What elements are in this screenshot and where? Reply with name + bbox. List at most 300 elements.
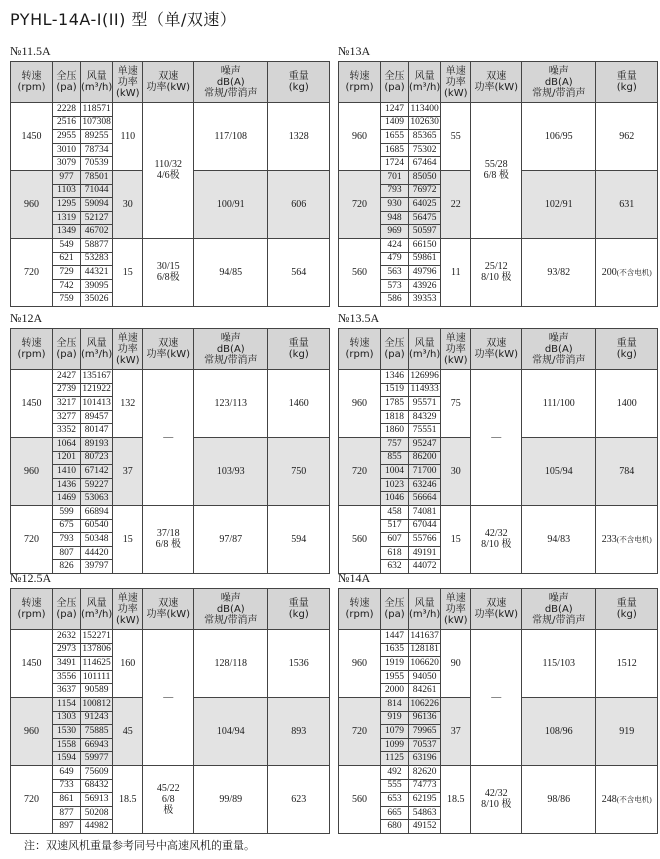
header-airflow: 风量 (m³/h) bbox=[409, 62, 441, 103]
pressure-cell: 1685 bbox=[381, 143, 409, 157]
pressure-cell: 826 bbox=[53, 560, 81, 574]
airflow-cell: 91243 bbox=[81, 711, 113, 725]
speed-cell: 720 bbox=[11, 505, 53, 573]
speed-cell: 560 bbox=[339, 238, 381, 306]
noise-cell: 94/83 bbox=[522, 505, 596, 573]
speed-cell: 720 bbox=[339, 170, 381, 238]
fan-spec-table bbox=[338, 61, 658, 307]
pressure-cell: 2427 bbox=[53, 370, 81, 384]
airflow-cell: 74773 bbox=[409, 779, 441, 793]
weight-cell bbox=[268, 697, 330, 765]
pressure-cell: 599 bbox=[53, 505, 81, 519]
header-row bbox=[339, 62, 658, 103]
airflow-cell: 63246 bbox=[409, 478, 441, 492]
airflow-cell: 78501 bbox=[81, 170, 113, 184]
pressure-cell: 1103 bbox=[53, 184, 81, 198]
pressure-cell: 1154 bbox=[53, 697, 81, 711]
header-pressure: 全压 (pa) bbox=[381, 62, 409, 103]
pressure-cell: 665 bbox=[381, 806, 409, 820]
noise-cell: 93/82 bbox=[522, 238, 596, 306]
pressure-cell: 1594 bbox=[53, 752, 81, 766]
pressure-cell: 2739 bbox=[53, 383, 81, 397]
header-dual_power: 双速 功率(kW) bbox=[471, 589, 522, 630]
table-row bbox=[11, 765, 330, 779]
weight-note: (不含电机) bbox=[616, 534, 652, 544]
pressure-cell: 1349 bbox=[53, 225, 81, 239]
header-weight: 重量 (kg) bbox=[268, 329, 330, 370]
pressure-cell: 729 bbox=[53, 266, 81, 280]
table-row bbox=[11, 505, 330, 519]
header-single_power: 单速 功率 (kW) bbox=[441, 589, 471, 630]
header-weight: 重量 (kg) bbox=[596, 329, 658, 370]
airflow-cell: 135167 bbox=[81, 370, 113, 384]
airflow-cell: 56664 bbox=[409, 492, 441, 506]
weight-value: 200 bbox=[601, 266, 617, 278]
airflow-cell: 141637 bbox=[409, 630, 441, 644]
pressure-cell: 1919 bbox=[381, 657, 409, 671]
noise-cell: 106/95 bbox=[522, 103, 596, 171]
single-power-cell: 160 bbox=[113, 630, 143, 698]
single-power-cell: 37 bbox=[113, 437, 143, 505]
airflow-cell: 137806 bbox=[81, 643, 113, 657]
header-pressure: 全压 (pa) bbox=[381, 329, 409, 370]
weight-value: 893 bbox=[291, 725, 307, 737]
table-row bbox=[339, 505, 658, 519]
table-row bbox=[11, 370, 330, 384]
airflow-cell: 85050 bbox=[409, 170, 441, 184]
pressure-cell: 877 bbox=[53, 806, 81, 820]
airflow-cell: 39353 bbox=[409, 293, 441, 307]
pressure-cell: 1469 bbox=[53, 492, 81, 506]
weight-cell bbox=[596, 505, 658, 573]
pressure-cell: 1409 bbox=[381, 116, 409, 130]
single-power-cell: 45 bbox=[113, 697, 143, 765]
weight-value: 1460 bbox=[288, 397, 309, 409]
airflow-cell: 44420 bbox=[81, 546, 113, 560]
airflow-cell: 79965 bbox=[409, 725, 441, 739]
pressure-cell: 492 bbox=[381, 765, 409, 779]
pressure-cell: 1519 bbox=[381, 383, 409, 397]
pressure-cell: 517 bbox=[381, 519, 409, 533]
airflow-cell: 101111 bbox=[81, 670, 113, 684]
pressure-cell: 1410 bbox=[53, 465, 81, 479]
airflow-cell: 44321 bbox=[81, 266, 113, 280]
dual-power-cell: — bbox=[143, 370, 194, 506]
airflow-cell: 152271 bbox=[81, 630, 113, 644]
airflow-cell: 58877 bbox=[81, 238, 113, 252]
single-power-cell: 18.5 bbox=[441, 765, 471, 833]
airflow-cell: 76972 bbox=[409, 184, 441, 198]
table-row bbox=[339, 370, 658, 384]
pressure-cell: 3637 bbox=[53, 684, 81, 698]
airflow-cell: 70539 bbox=[81, 157, 113, 171]
airflow-cell: 80147 bbox=[81, 424, 113, 438]
weight-value: 631 bbox=[619, 198, 635, 210]
speed-cell: 1450 bbox=[11, 370, 53, 438]
weight-value: 1536 bbox=[288, 657, 309, 669]
dual-power-cell: 30/15 6/8极 bbox=[143, 238, 194, 306]
pressure-cell: 563 bbox=[381, 266, 409, 280]
airflow-cell: 59094 bbox=[81, 198, 113, 212]
table-label: №11.5A bbox=[10, 44, 51, 58]
pressure-cell: 1436 bbox=[53, 478, 81, 492]
header-speed: 转速 (rpm) bbox=[11, 62, 53, 103]
header-pressure: 全压 (pa) bbox=[53, 329, 81, 370]
airflow-cell: 60540 bbox=[81, 519, 113, 533]
speed-cell: 960 bbox=[11, 697, 53, 765]
speed-cell: 720 bbox=[11, 238, 53, 306]
table-row bbox=[11, 630, 330, 644]
airflow-cell: 50208 bbox=[81, 806, 113, 820]
header-airflow: 风量 (m³/h) bbox=[81, 589, 113, 630]
table-row bbox=[339, 630, 658, 644]
airflow-cell: 55766 bbox=[409, 533, 441, 547]
pressure-cell: 632 bbox=[381, 560, 409, 574]
weight-cell bbox=[268, 765, 330, 833]
noise-cell: 97/87 bbox=[194, 505, 268, 573]
dual-power-cell: 45/22 6/8 极 bbox=[143, 765, 194, 833]
pressure-cell: 701 bbox=[381, 170, 409, 184]
pressure-cell: 618 bbox=[381, 546, 409, 560]
airflow-cell: 84329 bbox=[409, 410, 441, 424]
fan-spec-table bbox=[10, 61, 330, 307]
dual-power-cell: 37/18 6/8 极 bbox=[143, 505, 194, 573]
weight-cell bbox=[268, 170, 330, 238]
pressure-cell: 3556 bbox=[53, 670, 81, 684]
dual-power-cell: — bbox=[471, 630, 522, 766]
header-weight: 重量 (kg) bbox=[268, 589, 330, 630]
single-power-cell: 22 bbox=[441, 170, 471, 238]
pressure-cell: 1023 bbox=[381, 478, 409, 492]
airflow-cell: 89457 bbox=[81, 410, 113, 424]
header-single_power: 单速 功率 (kW) bbox=[113, 329, 143, 370]
header-single_power: 单速 功率 (kW) bbox=[441, 62, 471, 103]
header-weight: 重量 (kg) bbox=[596, 589, 658, 630]
airflow-cell: 90589 bbox=[81, 684, 113, 698]
pressure-cell: 814 bbox=[381, 697, 409, 711]
pressure-cell: 977 bbox=[53, 170, 81, 184]
pressure-cell: 3010 bbox=[53, 143, 81, 157]
table-row bbox=[339, 103, 658, 117]
noise-cell: 115/103 bbox=[522, 630, 596, 698]
weight-value: 962 bbox=[619, 130, 635, 142]
weight-value: 564 bbox=[291, 266, 307, 278]
airflow-cell: 68432 bbox=[81, 779, 113, 793]
weight-value: 606 bbox=[291, 198, 307, 210]
dual-power-cell: 55/28 6/8 极 bbox=[471, 103, 522, 239]
pressure-cell: 948 bbox=[381, 211, 409, 225]
noise-cell: 128/118 bbox=[194, 630, 268, 698]
airflow-cell: 35026 bbox=[81, 293, 113, 307]
speed-cell: 1450 bbox=[11, 630, 53, 698]
pressure-cell: 793 bbox=[381, 184, 409, 198]
weight-value: 594 bbox=[291, 533, 307, 545]
airflow-cell: 52127 bbox=[81, 211, 113, 225]
table-label: №13A bbox=[338, 44, 371, 58]
noise-cell: 103/93 bbox=[194, 437, 268, 505]
pressure-cell: 1295 bbox=[53, 198, 81, 212]
weight-cell bbox=[596, 437, 658, 505]
weight-cell bbox=[596, 103, 658, 171]
dual-power-cell: 42/32 8/10 极 bbox=[471, 505, 522, 573]
airflow-cell: 114625 bbox=[81, 657, 113, 671]
airflow-cell: 71700 bbox=[409, 465, 441, 479]
pressure-cell: 1064 bbox=[53, 437, 81, 451]
airflow-cell: 89193 bbox=[81, 437, 113, 451]
single-power-cell: 90 bbox=[441, 630, 471, 698]
header-noise: 噪声 dB(A) 常规/带消声 bbox=[194, 62, 268, 103]
airflow-cell: 66150 bbox=[409, 238, 441, 252]
noise-cell: 94/85 bbox=[194, 238, 268, 306]
pressure-cell: 3277 bbox=[53, 410, 81, 424]
header-single_power: 单速 功率 (kW) bbox=[441, 329, 471, 370]
airflow-cell: 67044 bbox=[409, 519, 441, 533]
airflow-cell: 89255 bbox=[81, 130, 113, 144]
airflow-cell: 121922 bbox=[81, 383, 113, 397]
pressure-cell: 1955 bbox=[381, 670, 409, 684]
fan-spec-table bbox=[338, 588, 658, 834]
pressure-cell: 1860 bbox=[381, 424, 409, 438]
airflow-cell: 71044 bbox=[81, 184, 113, 198]
pressure-cell: 1303 bbox=[53, 711, 81, 725]
header-weight: 重量 (kg) bbox=[596, 62, 658, 103]
pressure-cell: 607 bbox=[381, 533, 409, 547]
airflow-cell: 53283 bbox=[81, 252, 113, 266]
airflow-cell: 39095 bbox=[81, 279, 113, 293]
pressure-cell: 1046 bbox=[381, 492, 409, 506]
airflow-cell: 74081 bbox=[409, 505, 441, 519]
footnote: 注：双速风机重量参考同号中高速风机的重量。 bbox=[24, 839, 255, 852]
airflow-cell: 82620 bbox=[409, 765, 441, 779]
pressure-cell: 555 bbox=[381, 779, 409, 793]
noise-cell: 108/96 bbox=[522, 697, 596, 765]
header-airflow: 风量 (m³/h) bbox=[81, 62, 113, 103]
airflow-cell: 118571 bbox=[81, 103, 113, 117]
speed-cell: 560 bbox=[339, 505, 381, 573]
header-dual_power: 双速 功率(kW) bbox=[471, 62, 522, 103]
weight-value: 919 bbox=[619, 725, 635, 737]
pressure-cell: 861 bbox=[53, 793, 81, 807]
pressure-cell: 458 bbox=[381, 505, 409, 519]
airflow-cell: 66894 bbox=[81, 505, 113, 519]
airflow-cell: 59227 bbox=[81, 478, 113, 492]
airflow-cell: 66943 bbox=[81, 738, 113, 752]
airflow-cell: 106620 bbox=[409, 657, 441, 671]
header-pressure: 全压 (pa) bbox=[53, 62, 81, 103]
pressure-cell: 549 bbox=[53, 238, 81, 252]
noise-cell: 104/94 bbox=[194, 697, 268, 765]
pressure-cell: 793 bbox=[53, 533, 81, 547]
pressure-cell: 586 bbox=[381, 293, 409, 307]
airflow-cell: 46702 bbox=[81, 225, 113, 239]
pressure-cell: 897 bbox=[53, 820, 81, 834]
pressure-cell: 1079 bbox=[381, 725, 409, 739]
single-power-cell: 132 bbox=[113, 370, 143, 438]
fan-spec-table bbox=[10, 328, 330, 574]
header-speed: 转速 (rpm) bbox=[339, 62, 381, 103]
single-power-cell: 15 bbox=[113, 238, 143, 306]
weight-cell bbox=[596, 370, 658, 438]
airflow-cell: 75302 bbox=[409, 143, 441, 157]
airflow-cell: 67464 bbox=[409, 157, 441, 171]
header-single_power: 单速 功率 (kW) bbox=[113, 589, 143, 630]
single-power-cell: 30 bbox=[113, 170, 143, 238]
pressure-cell: 649 bbox=[53, 765, 81, 779]
weight-cell bbox=[596, 765, 658, 833]
airflow-cell: 94050 bbox=[409, 670, 441, 684]
airflow-cell: 101413 bbox=[81, 397, 113, 411]
pressure-cell: 2632 bbox=[53, 630, 81, 644]
airflow-cell: 63196 bbox=[409, 752, 441, 766]
header-airflow: 风量 (m³/h) bbox=[409, 329, 441, 370]
header-noise: 噪声 dB(A) 常规/带消声 bbox=[522, 329, 596, 370]
pressure-cell: 1724 bbox=[381, 157, 409, 171]
header-row bbox=[11, 589, 330, 630]
dual-power-cell: 110/32 4/6极 bbox=[143, 103, 194, 239]
pressure-cell: 1099 bbox=[381, 738, 409, 752]
pressure-cell: 3217 bbox=[53, 397, 81, 411]
pressure-cell: 1004 bbox=[381, 465, 409, 479]
pressure-cell: 930 bbox=[381, 198, 409, 212]
header-row bbox=[339, 589, 658, 630]
pressure-cell: 1558 bbox=[53, 738, 81, 752]
pressure-cell: 759 bbox=[53, 293, 81, 307]
pressure-cell: 757 bbox=[381, 437, 409, 451]
header-speed: 转速 (rpm) bbox=[11, 589, 53, 630]
header-speed: 转速 (rpm) bbox=[11, 329, 53, 370]
dual-power-cell: 42/32 8/10 极 bbox=[471, 765, 522, 833]
speed-cell: 960 bbox=[339, 103, 381, 171]
noise-cell: 117/108 bbox=[194, 103, 268, 171]
airflow-cell: 54863 bbox=[409, 806, 441, 820]
airflow-cell: 62195 bbox=[409, 793, 441, 807]
table-row bbox=[339, 765, 658, 779]
airflow-cell: 59861 bbox=[409, 252, 441, 266]
weight-cell bbox=[268, 103, 330, 171]
table-label: №13.5A bbox=[338, 311, 380, 325]
fan-spec-table bbox=[338, 328, 658, 574]
pressure-cell: 1530 bbox=[53, 725, 81, 739]
header-pressure: 全压 (pa) bbox=[53, 589, 81, 630]
airflow-cell: 106226 bbox=[409, 697, 441, 711]
airflow-cell: 70537 bbox=[409, 738, 441, 752]
pressure-cell: 1785 bbox=[381, 397, 409, 411]
speed-cell: 960 bbox=[339, 630, 381, 698]
pressure-cell: 969 bbox=[381, 225, 409, 239]
noise-cell: 100/91 bbox=[194, 170, 268, 238]
header-dual_power: 双速 功率(kW) bbox=[143, 329, 194, 370]
weight-value: 750 bbox=[291, 465, 307, 477]
pressure-cell: 1447 bbox=[381, 630, 409, 644]
airflow-cell: 43926 bbox=[409, 279, 441, 293]
pressure-cell: 733 bbox=[53, 779, 81, 793]
pressure-cell: 1818 bbox=[381, 410, 409, 424]
airflow-cell: 107308 bbox=[81, 116, 113, 130]
airflow-cell: 49796 bbox=[409, 266, 441, 280]
header-noise: 噪声 dB(A) 常规/带消声 bbox=[194, 589, 268, 630]
weight-cell bbox=[596, 697, 658, 765]
airflow-cell: 64025 bbox=[409, 198, 441, 212]
airflow-cell: 53063 bbox=[81, 492, 113, 506]
single-power-cell: 18.5 bbox=[113, 765, 143, 833]
single-power-cell: 11 bbox=[441, 238, 471, 306]
pressure-cell: 3079 bbox=[53, 157, 81, 171]
header-row bbox=[11, 329, 330, 370]
table-label: №12.5A bbox=[10, 571, 52, 585]
pressure-cell: 573 bbox=[381, 279, 409, 293]
pressure-cell: 2973 bbox=[53, 643, 81, 657]
noise-cell: 111/100 bbox=[522, 370, 596, 438]
speed-cell: 720 bbox=[339, 437, 381, 505]
header-weight: 重量 (kg) bbox=[268, 62, 330, 103]
pressure-cell: 675 bbox=[53, 519, 81, 533]
header-airflow: 风量 (m³/h) bbox=[409, 589, 441, 630]
airflow-cell: 50597 bbox=[409, 225, 441, 239]
single-power-cell: 37 bbox=[441, 697, 471, 765]
pressure-cell: 479 bbox=[381, 252, 409, 266]
airflow-cell: 59977 bbox=[81, 752, 113, 766]
airflow-cell: 56475 bbox=[409, 211, 441, 225]
weight-cell bbox=[596, 170, 658, 238]
pressure-cell: 807 bbox=[53, 546, 81, 560]
header-single_power: 单速 功率 (kW) bbox=[113, 62, 143, 103]
single-power-cell: 55 bbox=[441, 103, 471, 171]
noise-cell: 102/91 bbox=[522, 170, 596, 238]
page-title: PYHL-14A-I(II) 型（单/双速） bbox=[10, 10, 237, 29]
pressure-cell: 1247 bbox=[381, 103, 409, 117]
airflow-cell: 49152 bbox=[409, 820, 441, 834]
weight-cell bbox=[268, 370, 330, 438]
pressure-cell: 1201 bbox=[53, 451, 81, 465]
speed-cell: 960 bbox=[339, 370, 381, 438]
header-pressure: 全压 (pa) bbox=[381, 589, 409, 630]
pressure-cell: 1346 bbox=[381, 370, 409, 384]
single-power-cell: 30 bbox=[441, 437, 471, 505]
pressure-cell: 2000 bbox=[381, 684, 409, 698]
airflow-cell: 100812 bbox=[81, 697, 113, 711]
speed-cell: 1450 bbox=[11, 103, 53, 171]
speed-cell: 720 bbox=[11, 765, 53, 833]
airflow-cell: 84261 bbox=[409, 684, 441, 698]
airflow-cell: 75609 bbox=[81, 765, 113, 779]
speed-cell: 720 bbox=[339, 697, 381, 765]
airflow-cell: 49191 bbox=[409, 546, 441, 560]
weight-cell bbox=[268, 505, 330, 573]
airflow-cell: 67142 bbox=[81, 465, 113, 479]
header-row bbox=[11, 62, 330, 103]
single-power-cell: 15 bbox=[113, 505, 143, 573]
header-speed: 转速 (rpm) bbox=[339, 329, 381, 370]
airflow-cell: 50348 bbox=[81, 533, 113, 547]
single-power-cell: 110 bbox=[113, 103, 143, 171]
airflow-cell: 75885 bbox=[81, 725, 113, 739]
header-dual_power: 双速 功率(kW) bbox=[471, 329, 522, 370]
airflow-cell: 95571 bbox=[409, 397, 441, 411]
airflow-cell: 44072 bbox=[409, 560, 441, 574]
table-row bbox=[11, 238, 330, 252]
pressure-cell: 680 bbox=[381, 820, 409, 834]
noise-cell: 98/86 bbox=[522, 765, 596, 833]
pressure-cell: 653 bbox=[381, 793, 409, 807]
speed-cell: 960 bbox=[11, 437, 53, 505]
airflow-cell: 128181 bbox=[409, 643, 441, 657]
header-airflow: 风量 (m³/h) bbox=[81, 329, 113, 370]
weight-cell bbox=[268, 437, 330, 505]
weight-value: 1328 bbox=[288, 130, 309, 142]
airflow-cell: 86200 bbox=[409, 451, 441, 465]
airflow-cell: 114933 bbox=[409, 383, 441, 397]
weight-value: 1512 bbox=[616, 657, 637, 669]
